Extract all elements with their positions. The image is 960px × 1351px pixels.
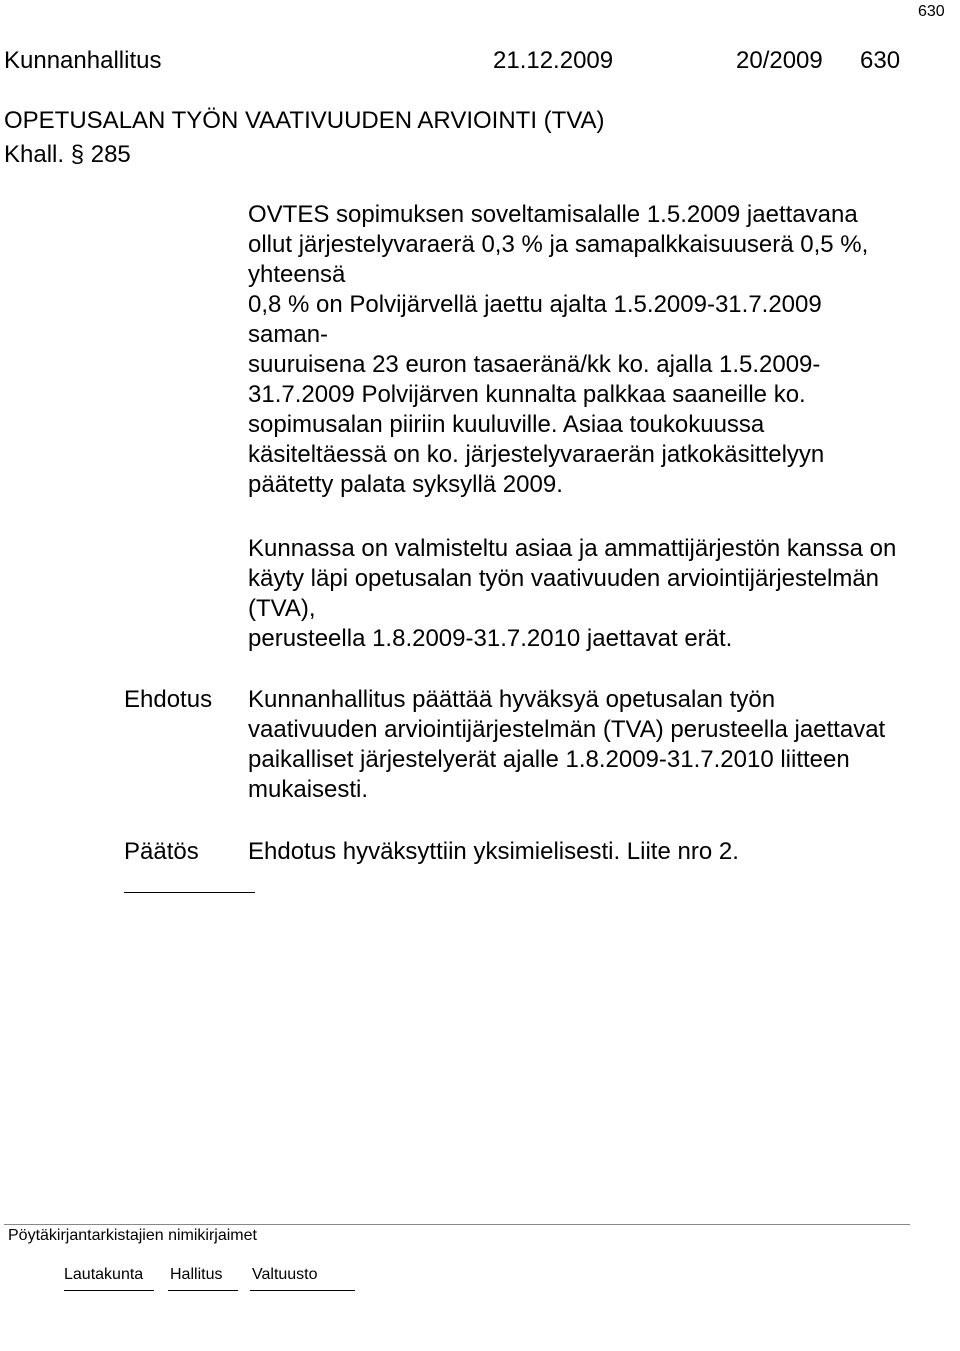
- text-line: 31.7.2009 Polvijärven kunnalta palkkaa saaneille ko.: [248, 381, 806, 408]
- footer-body-hallitus: Hallitus: [170, 1266, 223, 1283]
- text-line: paikalliset järjestelyerät ajalle 1.8.2009-31.7.2010 liitteen: [248, 746, 850, 773]
- proposal-label: Ehdotus: [124, 686, 213, 713]
- signature-line-lautakunta: [64, 1290, 154, 1291]
- proposal-text: [248, 685, 885, 805]
- header-date: 21.12.2009: [493, 47, 614, 74]
- decision-underline: [124, 892, 255, 893]
- text-line: käsiteltäessä on ko. järjestelyvaraerän jatkokäsittelyyn: [248, 441, 825, 468]
- footer-body-lautakunta: Lautakunta: [64, 1266, 144, 1283]
- title-line: OPETUSALAN TYÖN VAATIVUUDEN ARVIOINTI (TVA): [4, 107, 605, 134]
- text-line: mukaisesti.: [248, 776, 369, 803]
- text-line: sopimusalan piiriin kuuluville. Asiaa toukokuussa: [248, 411, 765, 438]
- footer-divider: [4, 1224, 910, 1225]
- header-body: Kunnanhallitus: [4, 47, 162, 74]
- text-line: saman-: [248, 321, 329, 348]
- corner-page-number: 630: [918, 3, 945, 20]
- text-line: Kunnassa on valmisteltu asiaa ja ammattijärjestön kanssa on: [248, 535, 897, 562]
- signature-line-hallitus: [168, 1290, 238, 1291]
- text-line: perusteella 1.8.2009-31.7.2010 jaettavat erät.: [248, 625, 733, 652]
- text-line: yhteensä: [248, 261, 346, 288]
- text-line: ollut järjestelyvaraerä 0,3 % ja samapalkkaisuuserä 0,5 %,: [248, 231, 869, 258]
- text-line: (TVA),: [248, 595, 316, 622]
- text-line: 0,8 % on Polvijärvellä jaettu ajalta 1.5.2009-31.7.2009: [248, 291, 822, 318]
- signatures-label: Pöytäkirjantarkistajien nimikirjaimet: [8, 1227, 257, 1244]
- paragraph-background: [248, 200, 868, 500]
- text-line: OVTES sopimuksen soveltamisalalle 1.5.2009 jaettavana: [248, 201, 858, 228]
- decision-text: Ehdotus hyväksyttiin yksimielisesti. Liite nro 2.: [248, 838, 739, 865]
- paragraph-preparation: [248, 534, 896, 654]
- text-line: käyty läpi opetusalan työn vaativuuden arviointijärjestelmän: [248, 565, 880, 592]
- text-line: vaativuuden arviointijärjestelmän (TVA) perusteella jaettavat: [248, 716, 886, 743]
- text-line: suuruisena 23 euron tasaeränä/kk ko. ajalla 1.5.2009-: [248, 351, 821, 378]
- footer-body-valtuusto: Valtuusto: [252, 1266, 318, 1283]
- signature-line-valtuusto: [250, 1290, 355, 1291]
- title-reference: Khall. § 285: [4, 141, 131, 168]
- text-line: päätetty palata syksyllä 2009.: [248, 471, 563, 498]
- decision-label: Päätös: [124, 838, 199, 865]
- header-page: 630: [860, 47, 901, 74]
- text-line: Kunnanhallitus päättää hyväksyä opetusalan työn: [248, 686, 776, 713]
- header-case: 20/2009: [736, 47, 823, 74]
